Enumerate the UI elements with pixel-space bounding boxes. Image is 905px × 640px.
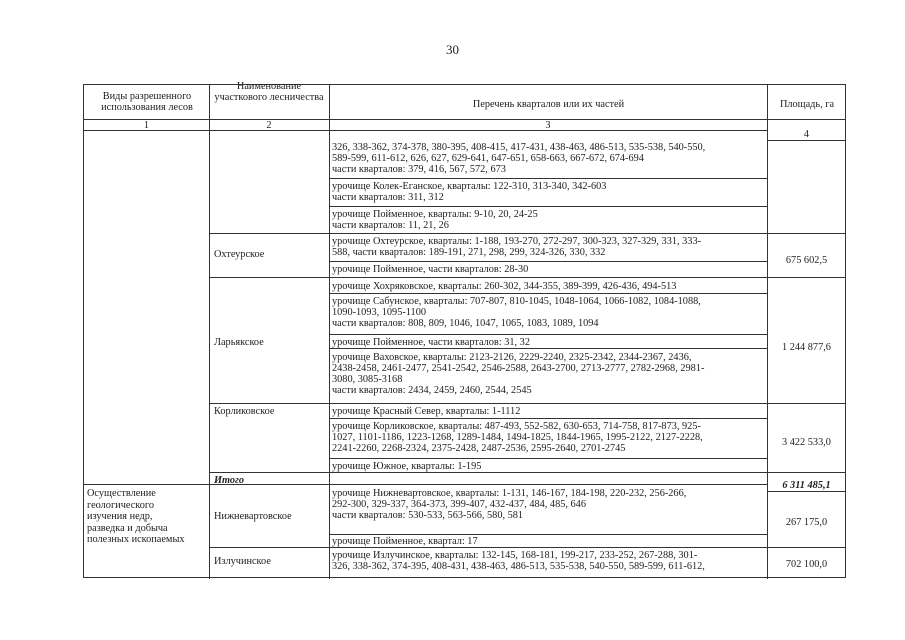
forestry-name: Охтеурское — [214, 249, 265, 260]
header-area: Площадь, га — [779, 99, 835, 110]
row-divider — [329, 458, 767, 459]
forestry-name: Нижневартовское — [214, 511, 292, 522]
row-divider — [329, 534, 767, 535]
forestry-name: Излучинское — [214, 556, 271, 567]
row-divider — [209, 403, 846, 404]
row-divider — [209, 547, 846, 548]
row-divider — [329, 206, 767, 207]
quarters-cell: 326, 338-362, 374-378, 380-395, 408-415, 417-431, 438-463, 486-513, 535-538, 540-550, 589-599, 611-612, 626, 627, 629-641, 647-651, 658-663, 667-672, 674-694 части кварталов: 379, 416, 567, 572, 673 — [332, 142, 706, 175]
quarters-cell: урочище Пойменное, части кварталов: 28-30 — [332, 264, 529, 275]
total-value: 6 311 485,1 — [782, 480, 831, 491]
column-number-2: 2 — [266, 120, 272, 131]
forestry-name: Корликовское — [214, 406, 275, 417]
column-number-3: 3 — [545, 120, 551, 131]
row-divider — [84, 130, 767, 131]
row-divider — [329, 261, 767, 262]
quarters-cell: урочище Корликовское, кварталы: 487-493, 552-582, 630-653, 714-758, 817-873, 925- 1027, 1101-1186, 1223-1268, 1289-1484, 1494-1825, 1844-1965, 1995-2122, 2127-2228, 2241-2260, 2268-2324, 2375-2428, 2487-2536, 2595-2640, 2701-2745 — [332, 421, 703, 454]
forest-use-table — [83, 81, 846, 578]
row-divider — [767, 140, 846, 141]
row-divider — [329, 348, 767, 349]
area-value: 267 175,0 — [785, 517, 828, 528]
row-divider — [209, 233, 846, 234]
row-divider — [329, 293, 767, 294]
use-type-label: Осуществление геологического изучения недр, разведка и добыча полезных ископаемых — [87, 488, 185, 545]
quarters-cell: урочище Пойменное, части кварталов: 31, 32 — [332, 337, 530, 348]
forestry-name: Ларьякское — [214, 337, 264, 348]
row-divider — [329, 334, 767, 335]
quarters-cell: урочище Южное, кварталы: 1-195 — [332, 461, 482, 472]
column-number-1: 1 — [143, 120, 150, 131]
total-label: Итого — [214, 475, 244, 486]
row-divider — [329, 178, 767, 179]
row-divider — [329, 418, 767, 419]
area-value: 702 100,0 — [785, 559, 828, 570]
quarters-cell: урочище Пойменное, квартал: 17 — [332, 536, 478, 547]
quarters-cell: урочище Хохряковское, кварталы: 260-302, 344-355, 389-399, 426-436, 494-513 — [332, 281, 677, 292]
row-divider — [84, 484, 767, 485]
row-divider — [209, 472, 846, 473]
area-value: 1 244 877,6 — [782, 342, 831, 353]
column-divider — [329, 85, 330, 579]
quarters-cell: урочище Ваховское, кварталы: 2123-2126, 2229-2240, 2325-2342, 2344-2367, 2436, 2438-2458, 2461-2477, 2541-2542, 2546-2588, 2643-2700, 2713-2777, 2782-2968, 2981- 3080, 3085-3168 части кварталов: 2434, 2459, 2460, 2544, 2545 — [332, 352, 705, 396]
area-value: 3 422 533,0 — [782, 437, 831, 448]
quarters-cell: урочище Нижневартовское, кварталы: 1-131, 146-167, 184-198, 220-232, 256-266, 292-300, 329-337, 364-373, 399-407, 432-437, 484, 485, 646 части кварталов: 530-533, 563-566, 580, 581 — [332, 488, 687, 521]
header-quarters: Перечень кварталов или их частей — [472, 99, 625, 110]
quarters-cell: урочище Сабунское, кварталы: 707-807, 810-1045, 1048-1064, 1066-1082, 1084-1088, 1090-1093, 1095-1100 части кварталов: 808, 809, 1046, 1047, 1065, 1083, 1089, 1094 — [332, 296, 701, 329]
column-number-4: 4 — [803, 129, 810, 140]
header-forestry: Наименование участкового лесничества — [214, 81, 324, 103]
page-number: 30 — [446, 42, 459, 57]
quarters-cell: урочище Пойменное, кварталы: 9-10, 20, 24-25 части кварталов: 11, 21, 26 — [332, 209, 538, 231]
header-use-type: Виды разрешенного использования лесов — [101, 91, 193, 113]
quarters-cell: урочище Охтеурское, кварталы: 1-188, 193-270, 272-297, 300-323, 327-329, 331, 333- 588, части кварталов: 189-191, 271, 298, 299, 324-326, 330, 332 — [332, 236, 702, 258]
row-divider — [767, 491, 846, 492]
quarters-cell: урочище Красный Север, кварталы: 1-1112 — [332, 406, 521, 417]
area-value: 675 602,5 — [785, 255, 828, 266]
row-divider — [209, 277, 846, 278]
column-divider — [209, 85, 210, 579]
quarters-cell: урочище Колек-Еганское, кварталы: 122-310, 313-340, 342-603 части кварталов: 311, 312 — [332, 181, 607, 203]
quarters-cell: урочище Излучинское, кварталы: 132-145, 168-181, 199-217, 233-252, 267-288, 301- 326, 338-362, 374-395, 408-431, 438-463, 486-513, 535-538, 540-550, 589-599, 611-612, — [332, 550, 705, 572]
column-divider — [767, 85, 768, 579]
